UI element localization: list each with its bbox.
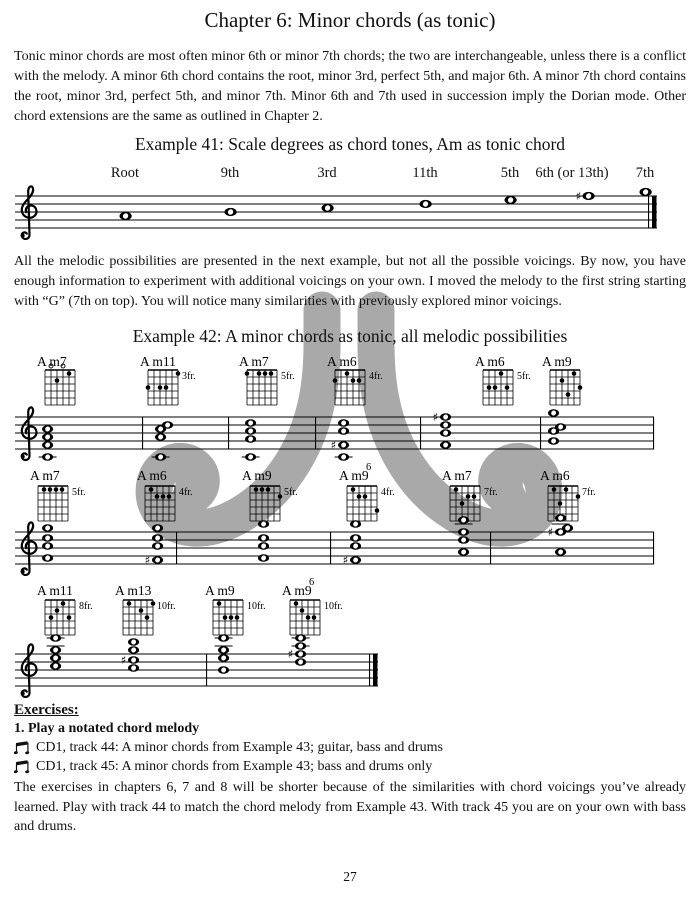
finger-dot	[576, 494, 581, 499]
whole-note	[42, 441, 53, 449]
whole-note	[258, 520, 269, 528]
whole-note	[50, 654, 61, 662]
beamed-notes-icon	[14, 739, 30, 756]
fret-position-label: 7fr.	[582, 487, 596, 498]
treble-clef-icon	[21, 522, 37, 575]
whole-note	[39, 453, 57, 461]
track-description: CD1, track 44: A minor chords from Example 43; guitar, bass and drums	[36, 740, 443, 755]
finger-dot	[566, 392, 571, 397]
finger-dot	[454, 487, 459, 492]
whole-note	[440, 441, 451, 449]
whole-note	[640, 188, 652, 196]
whole-note	[440, 421, 451, 429]
fret-position-label: 5fr.	[72, 487, 86, 498]
page-title: Chapter 6: Minor chords (as tonic)	[204, 8, 496, 32]
finger-dot	[351, 378, 356, 383]
finger-dot	[558, 501, 563, 506]
track-line-44	[14, 738, 686, 757]
whole-note	[162, 421, 173, 429]
track-description: CD1, track 45: A minor chords from Example 43; bass and drums only	[36, 759, 433, 775]
whole-note	[42, 542, 53, 550]
whole-note	[218, 646, 229, 654]
finger-dot	[217, 601, 222, 606]
exercises-closing: The exercises in chapters 6, 7 and 8 will be shorter because of the similarities with chord voicings you’ve already learned. Play with track 44 to match the chord melody from Example 43. With track 45 you are on your own with bass and drums.	[14, 779, 686, 835]
chord-diagram	[213, 600, 266, 635]
finger-dot	[351, 487, 356, 492]
chord-name: A m13	[115, 583, 152, 598]
fret-position-label: 4fr.	[381, 487, 395, 498]
finger-dot	[146, 385, 151, 390]
whole-note	[245, 435, 256, 443]
finger-dot	[254, 487, 259, 492]
chord-name: A m9	[282, 583, 312, 598]
finger-dot	[552, 487, 557, 492]
finger-dot	[263, 371, 268, 376]
sharp-sign: ♯	[547, 525, 554, 539]
whole-note	[322, 204, 334, 212]
finger-dot	[266, 487, 271, 492]
chord-diagram	[145, 486, 193, 521]
chord-name-superscript: 6	[309, 577, 315, 588]
chord-diagram	[250, 486, 298, 521]
finger-dot	[466, 494, 471, 499]
whole-note	[548, 409, 559, 417]
barline	[653, 417, 654, 450]
page-number: 27	[343, 869, 357, 884]
fret-position-label: 5fr.	[284, 487, 298, 498]
finger-dot	[151, 601, 156, 606]
chord-diagram	[245, 370, 295, 405]
chord-diagram	[45, 364, 75, 405]
example42-heading: Example 42: A minor chords as tonic, all melodic possibilities	[132, 326, 568, 346]
finger-dot	[499, 371, 504, 376]
finger-dot	[260, 487, 265, 492]
whole-note	[42, 534, 53, 542]
finger-dot	[42, 487, 47, 492]
whole-note	[128, 638, 139, 646]
finger-dot	[60, 487, 65, 492]
finger-dot	[164, 385, 169, 390]
whole-note	[152, 542, 163, 550]
exercises-heading: Exercises:	[14, 702, 79, 718]
scale-degree-label: 7th	[635, 165, 655, 181]
example41-heading: Example 41: Scale degrees as chord tones, Am as tonic chord	[134, 134, 566, 154]
whole-note	[128, 646, 139, 654]
barline	[420, 417, 421, 450]
whole-note	[218, 654, 229, 662]
fret-position-label: 5fr.	[517, 371, 531, 382]
finger-dot	[55, 378, 60, 383]
chord-diagram	[347, 486, 395, 521]
scale-degree-label: 9th	[220, 165, 240, 181]
beamed-notes-icon	[14, 758, 30, 775]
treble-clef-icon	[21, 186, 37, 239]
finger-dot	[67, 371, 72, 376]
whole-note	[458, 528, 469, 536]
finger-dot	[229, 615, 234, 620]
chord-name: A m9	[339, 468, 369, 483]
whole-note	[548, 437, 559, 445]
whole-note	[245, 419, 256, 427]
finger-dot	[48, 487, 53, 492]
whole-note	[343, 553, 362, 567]
whole-note	[47, 634, 65, 646]
finger-dot	[505, 385, 510, 390]
sharp-sign: ♯	[144, 553, 151, 567]
finger-dot	[278, 494, 283, 499]
chord-name: A m9	[542, 354, 572, 369]
sharp-sign: ♯	[342, 553, 349, 567]
whole-note	[350, 520, 361, 528]
barline	[369, 654, 370, 687]
whole-note	[350, 534, 361, 542]
whole-note	[555, 548, 566, 556]
finger-dot	[560, 378, 565, 383]
whole-note	[555, 423, 566, 431]
whole-note	[225, 208, 237, 216]
whole-note	[145, 553, 164, 567]
chord-name: A m6	[327, 354, 357, 369]
fret-position-label: 7fr.	[484, 487, 498, 498]
finger-dot	[61, 601, 66, 606]
finger-dot	[245, 371, 250, 376]
chord-diagram	[550, 370, 582, 405]
whole-note	[128, 664, 139, 672]
final-barline	[373, 654, 378, 687]
finger-dot	[127, 601, 132, 606]
chord-name: A m7	[30, 468, 60, 483]
scale-degree-label: 5th	[500, 165, 520, 181]
finger-dot	[145, 615, 150, 620]
whole-note	[152, 524, 163, 532]
whole-note	[258, 542, 269, 550]
scale-degree-label: Root	[110, 165, 140, 181]
chord-diagram	[123, 600, 176, 635]
whole-note	[440, 429, 451, 437]
finger-dot	[460, 501, 465, 506]
chord-name: A m7	[239, 354, 269, 369]
whole-note	[42, 433, 53, 441]
exercises-section	[14, 702, 686, 837]
chord-name: A m6	[540, 468, 570, 483]
chord-diagram	[38, 486, 86, 521]
whole-note	[155, 433, 166, 441]
finger-dot	[235, 615, 240, 620]
finger-dot	[67, 615, 72, 620]
finger-dot	[487, 385, 492, 390]
fret-position-label: 5fr.	[281, 371, 295, 382]
whole-note	[50, 662, 61, 670]
finger-dot	[333, 378, 338, 383]
chord-diagram	[45, 600, 93, 635]
whole-note	[458, 536, 469, 544]
whole-note	[242, 453, 260, 461]
whole-note	[338, 419, 349, 427]
finger-dot	[294, 601, 299, 606]
chord-diagram	[290, 600, 343, 635]
whole-note	[245, 427, 256, 435]
chord-name: A m11	[140, 354, 176, 369]
finger-dot	[564, 487, 569, 492]
whole-note	[42, 524, 53, 532]
scale-degree-label: 3rd	[317, 165, 337, 181]
barline	[176, 532, 177, 565]
whole-note	[295, 658, 306, 666]
whole-note	[350, 542, 361, 550]
whole-note	[152, 534, 163, 542]
whole-note	[42, 554, 53, 562]
chord-name: A m7	[37, 354, 67, 369]
exercise-1-title: 1. Play a notated chord melody	[14, 721, 200, 736]
finger-dot	[257, 371, 262, 376]
sharp-sign: ♯	[287, 647, 294, 661]
sharp-sign: ♯	[432, 410, 439, 424]
whole-note	[42, 425, 53, 433]
finger-dot	[139, 608, 144, 613]
chord-diagram	[333, 370, 383, 405]
fret-position-label: 10fr.	[324, 601, 343, 612]
finger-dot	[49, 615, 54, 620]
whole-note	[258, 554, 269, 562]
finger-dot	[357, 378, 362, 383]
chord-name: A m11	[37, 583, 73, 598]
fret-position-label: 4fr.	[179, 487, 193, 498]
fret-position-label: 8fr.	[79, 601, 93, 612]
fret-position-label: 10fr.	[157, 601, 176, 612]
finger-dot	[306, 615, 311, 620]
barline	[142, 417, 143, 450]
finger-dot	[167, 494, 172, 499]
finger-dot	[312, 615, 317, 620]
whole-note	[295, 642, 306, 650]
final-barline	[652, 196, 657, 229]
fret-position-label: 10fr.	[247, 601, 266, 612]
barline	[540, 417, 541, 450]
chord-diagram	[483, 370, 531, 405]
chord-diagram	[450, 486, 498, 521]
whole-note	[258, 534, 269, 542]
whole-note	[458, 548, 469, 556]
whole-note	[576, 189, 595, 203]
scale-degree-label: 6th (or 13th)	[535, 165, 609, 181]
whole-note	[335, 453, 353, 461]
barline	[653, 532, 654, 565]
middle-paragraph: All the melodic possibilities are presented in the next example, but not all the possible voicings. By now, you have enough information to experiment with additional voicings on your own. I moved the melody to the first string starting with “G” (7th on top). You will notice many similarities with previously explored minor voicings.	[14, 254, 686, 309]
finger-dot	[155, 494, 160, 499]
barline	[648, 196, 649, 229]
finger-dot	[363, 494, 368, 499]
whole-note	[455, 516, 473, 524]
barline	[315, 417, 316, 450]
whole-note	[152, 453, 170, 461]
whole-note	[218, 666, 229, 674]
barline	[330, 532, 331, 565]
whole-note	[215, 634, 233, 646]
finger-dot	[300, 608, 305, 613]
whole-note	[420, 200, 432, 208]
sharp-sign: ♯	[120, 653, 127, 667]
finger-dot	[345, 371, 350, 376]
finger-dot	[375, 508, 380, 513]
finger-dot	[572, 371, 577, 376]
treble-clef-icon	[21, 644, 37, 697]
track-line-45	[14, 757, 686, 776]
barline	[228, 417, 229, 450]
intro-paragraph: Tonic minor chords are most often minor 6th or minor 7th chords; the two are interchangeable, unless there is a conflict with the melody. A minor 6th chord contains the root, minor 3rd, perfect 5th, and major 6th. A minor 7th chord contains the root, minor 3rd, perfect 5th, and minor 7th. Minor 6th and 7th used in succession imply the Dorian mode. Other chord extensions are the same as outlined in Chapter 2.	[14, 49, 686, 124]
chord-diagram	[146, 370, 196, 405]
barline	[206, 654, 207, 687]
finger-dot	[158, 385, 163, 390]
finger-dot	[176, 371, 181, 376]
chord-name: A m6	[475, 354, 505, 369]
chord-name: A m7	[442, 468, 472, 483]
chord-name-superscript: 6	[366, 462, 372, 473]
fret-position-label: 3fr.	[182, 371, 196, 382]
whole-note	[331, 438, 350, 452]
finger-dot	[55, 608, 60, 613]
whole-note	[505, 196, 517, 204]
chord-name: A m6	[137, 468, 167, 483]
whole-note	[120, 212, 132, 220]
chord-name: A m9	[242, 468, 272, 483]
scale-degree-label: 11th	[412, 165, 438, 181]
finger-dot	[493, 385, 498, 390]
finger-dot	[472, 494, 477, 499]
whole-note	[50, 646, 61, 654]
finger-dot	[161, 494, 166, 499]
treble-clef-icon	[21, 407, 37, 460]
whole-note	[338, 427, 349, 435]
finger-dot	[578, 385, 583, 390]
fret-position-label: 4fr.	[369, 371, 383, 382]
finger-dot	[269, 371, 274, 376]
finger-dot	[223, 615, 228, 620]
finger-dot	[54, 487, 59, 492]
finger-dot	[149, 487, 154, 492]
chord-name: A m9	[205, 583, 235, 598]
sharp-sign: ♯	[575, 189, 582, 203]
barline	[490, 532, 491, 565]
chord-diagram	[548, 486, 596, 521]
finger-dot	[357, 494, 362, 499]
sharp-sign: ♯	[330, 438, 337, 452]
whole-note	[562, 524, 573, 532]
